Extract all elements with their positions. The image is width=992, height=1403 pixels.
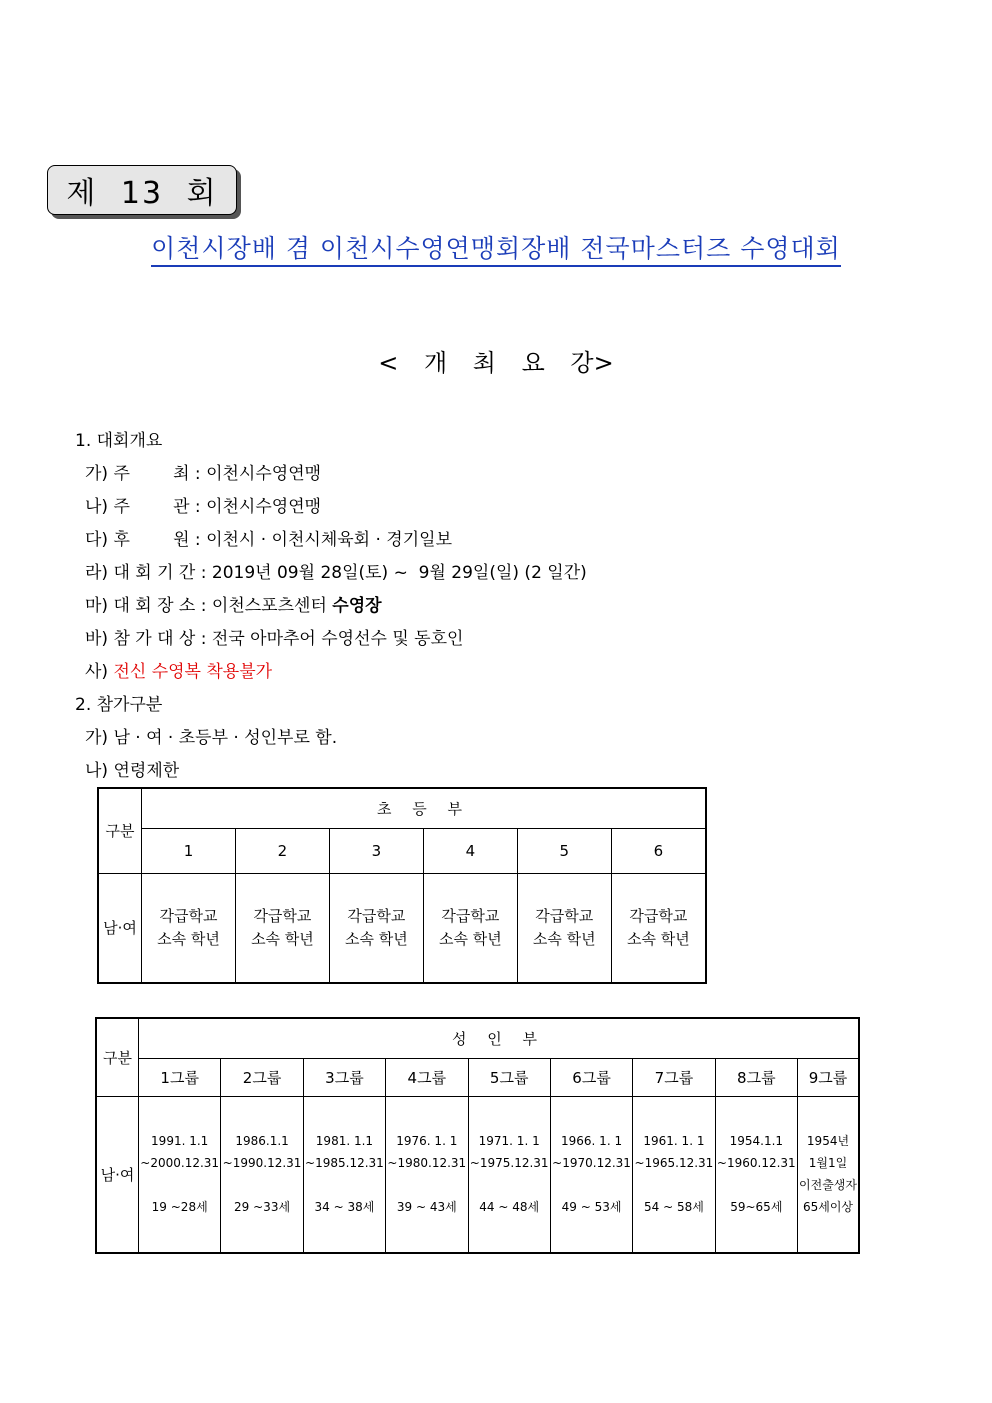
- column-header: 6: [611, 828, 706, 873]
- table-corner: 구분: [98, 788, 142, 873]
- table-cell: 각급학교 소속 학년: [235, 873, 329, 983]
- table-cell: 각급학교 소속 학년: [423, 873, 517, 983]
- adult-table: [95, 1017, 860, 1254]
- table-cell: 1991. 1.1 ~2000.12.31 19 ~28세: [139, 1096, 221, 1253]
- table-group-header: 성 인 부: [139, 1018, 860, 1058]
- overview-item-participants: 바) 참 가 대 상 : 전국 아마추어 수영선수 및 동호인: [85, 629, 464, 649]
- table-cell: 각급학교 소속 학년: [142, 873, 236, 983]
- table-cell: 각급학교 소속 학년: [611, 873, 706, 983]
- table-cell: 1966. 1. 1 ~1970.12.31 49 ~ 53세: [550, 1096, 632, 1253]
- table-cell: 1971. 1. 1 ~1975.12.31 44 ~ 48세: [468, 1096, 550, 1253]
- overview-item-period: 라) 대 회 기 간 : 2019년 09월 28일(토) ~ 9월 29일(일) (2 일간): [85, 563, 587, 583]
- section-label-divisions: 2. 참가구분: [75, 695, 163, 715]
- overview-item-host: 가) 주 최 : 이천시수영연맹: [85, 464, 322, 484]
- table-cell: 1986.1.1 ~1990.12.31 29 ~33세: [221, 1096, 303, 1253]
- table-cell: 1981. 1.1 ~1985.12.31 34 ~ 38세: [303, 1096, 385, 1253]
- elementary-table: [97, 787, 707, 984]
- overview-item-venue: 마) 대 회 장 소 : 이천스포츠센터 수영장: [85, 596, 382, 616]
- column-header: 4: [423, 828, 517, 873]
- table-cell: 각급학교 소속 학년: [329, 873, 423, 983]
- table-group-header: 초 등 부: [142, 788, 707, 828]
- table-cell: 1954년 1월1일 이전출생자 65세이상: [798, 1096, 860, 1253]
- column-header: 9그룹: [798, 1058, 860, 1096]
- column-header: 3그룹: [303, 1058, 385, 1096]
- column-header: 3: [329, 828, 423, 873]
- column-header: 6그룹: [550, 1058, 632, 1096]
- overview-item-sponsor: 다) 후 원 : 이천시 · 이천시체육회 · 경기일보: [85, 530, 452, 550]
- overview-item-restriction: 사) 전신 수영복 착용불가: [85, 662, 273, 682]
- section-label-overview: 1. 대회개요: [75, 431, 163, 451]
- division-item-categories: 가) 남 · 여 · 초등부 · 성인부로 함.: [85, 728, 338, 748]
- table-cell: 1976. 1. 1 ~1980.12.31 39 ~ 43세: [386, 1096, 468, 1253]
- column-header: 2: [235, 828, 329, 873]
- column-header: 5: [517, 828, 611, 873]
- event-title: 이천시장배 겸 이천시수영연맹회장배 전국마스터즈 수영대회: [0, 229, 992, 265]
- table-cell: 1954.1.1 ~1960.12.31 59~65세: [715, 1096, 797, 1253]
- column-header: 8그룹: [715, 1058, 797, 1096]
- table-cell: 각급학교 소속 학년: [517, 873, 611, 983]
- column-header: 4그룹: [386, 1058, 468, 1096]
- table-cell: 1961. 1. 1 ~1965.12.31 54 ~ 58세: [633, 1096, 715, 1253]
- column-header: 7그룹: [633, 1058, 715, 1096]
- edition-badge: 제 13 회: [47, 165, 237, 215]
- column-header: 2그룹: [221, 1058, 303, 1096]
- division-item-age-limit: 나) 연령제한: [85, 761, 180, 781]
- column-header: 5그룹: [468, 1058, 550, 1096]
- column-header: 1그룹: [139, 1058, 221, 1096]
- table-corner: 구분: [96, 1018, 139, 1096]
- column-header: 1: [142, 828, 236, 873]
- section-heading: < 개 최 요 강>: [378, 349, 614, 377]
- overview-item-organizer: 나) 주 관 : 이천시수영연맹: [85, 497, 322, 517]
- row-label: 남·여: [96, 1096, 139, 1253]
- row-label: 남·여: [98, 873, 142, 983]
